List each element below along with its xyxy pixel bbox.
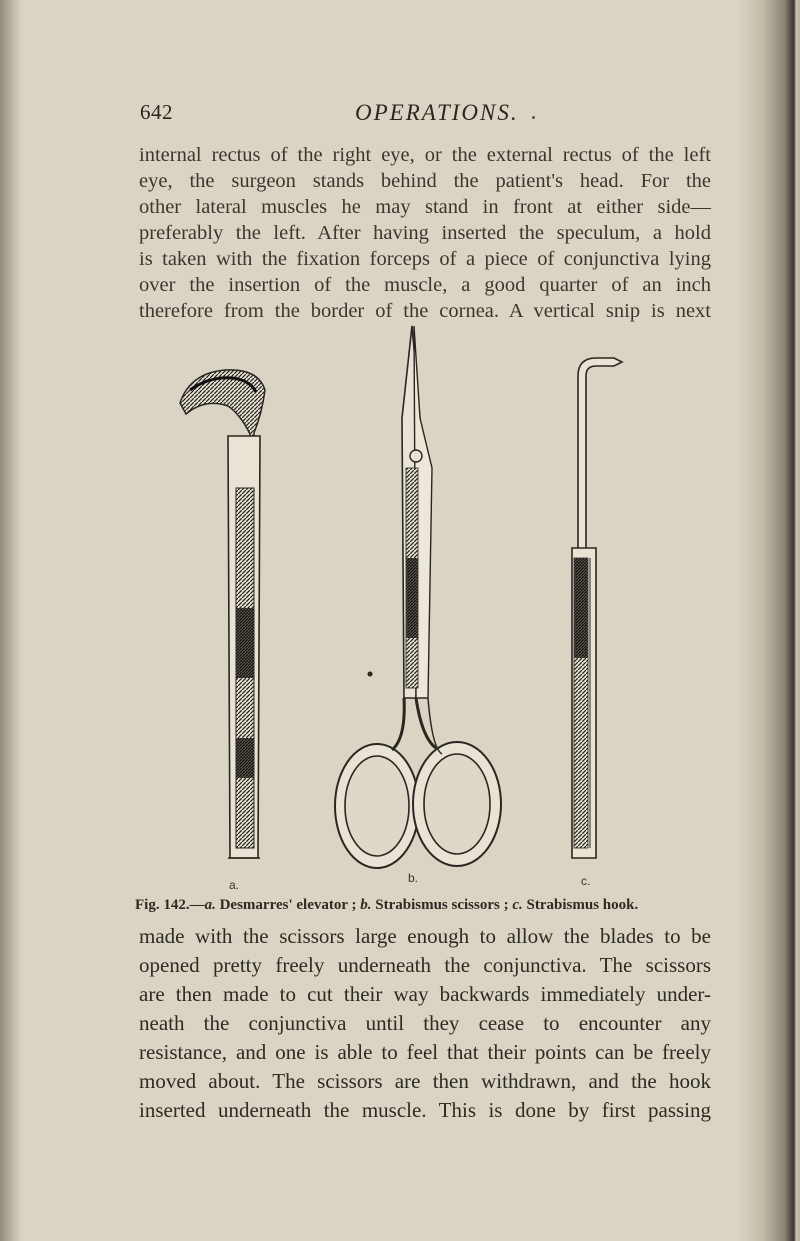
text-line: inserted underneath the muscle. This is done by first passing (139, 1098, 711, 1122)
surgical-instruments-illustration (170, 318, 640, 893)
running-title: OPERATIONS. (355, 100, 519, 125)
bottom-paragraph (139, 922, 711, 1125)
strabismus-hook (572, 358, 622, 858)
figure-caption: Fig. 142.—a. Desmarres' elevator ; b. Strabismus scissors ; c. Strabismus hook. (135, 897, 639, 913)
caption-text-c: Strabismus hook. (526, 897, 639, 913)
caption-key-b: b. (360, 897, 372, 913)
text-line: other lateral muscles he may stand in front at either side— (139, 196, 711, 218)
caption-text-b: Strabismus scissors ; (375, 897, 509, 913)
text-line: is taken with the fixation forceps of a piece of conjunctiva lying (139, 248, 711, 270)
figure-label-a: a. (229, 878, 240, 892)
page-left-shadow (0, 0, 22, 1241)
figure-142 (170, 318, 640, 893)
page-number: 642 (140, 100, 173, 124)
text-line: resistance, and one is able to feel that their points can be freely (139, 1040, 711, 1064)
text-line: therefore from the border of the cornea. A vertical snip is next (139, 300, 711, 322)
caption-key-a: a. (204, 897, 216, 913)
text-line: opened pretty freely underneath the conjunctiva. The scissors (139, 953, 711, 977)
strabismus-scissors (335, 326, 501, 868)
figure-label-c: c. (581, 874, 591, 888)
caption-key-c: c. (512, 897, 523, 913)
caption-figure-number: Fig. 142. (135, 897, 190, 913)
text-line: made with the scissors large enough to allow the blades to be (139, 924, 711, 948)
figure-label-b: b. (408, 871, 419, 885)
text-line: over the insertion of the muscle, a good quarter of an inch (139, 274, 711, 296)
book-spine-edge (738, 0, 800, 1241)
text-line: neath the conjunctiva until they cease to encounter any (139, 1011, 711, 1035)
ink-speck (532, 116, 535, 119)
text-line: moved about. The scissors are then withdrawn, and the hook (139, 1069, 711, 1093)
text-line: preferably the left. After having inserted the speculum, a hold (139, 222, 711, 244)
text-line: are then made to cut their way backwards immediately under- (139, 982, 711, 1006)
page-header (140, 100, 700, 136)
text-line: internal rectus of the right eye, or the external rectus of the left (139, 144, 711, 166)
top-paragraph (139, 142, 711, 324)
caption-text-a: Desmarres' elevator ; (219, 897, 357, 913)
text-line: eye, the surgeon stands behind the patient's head. For the (139, 170, 711, 192)
desmarres-elevator (180, 370, 265, 858)
